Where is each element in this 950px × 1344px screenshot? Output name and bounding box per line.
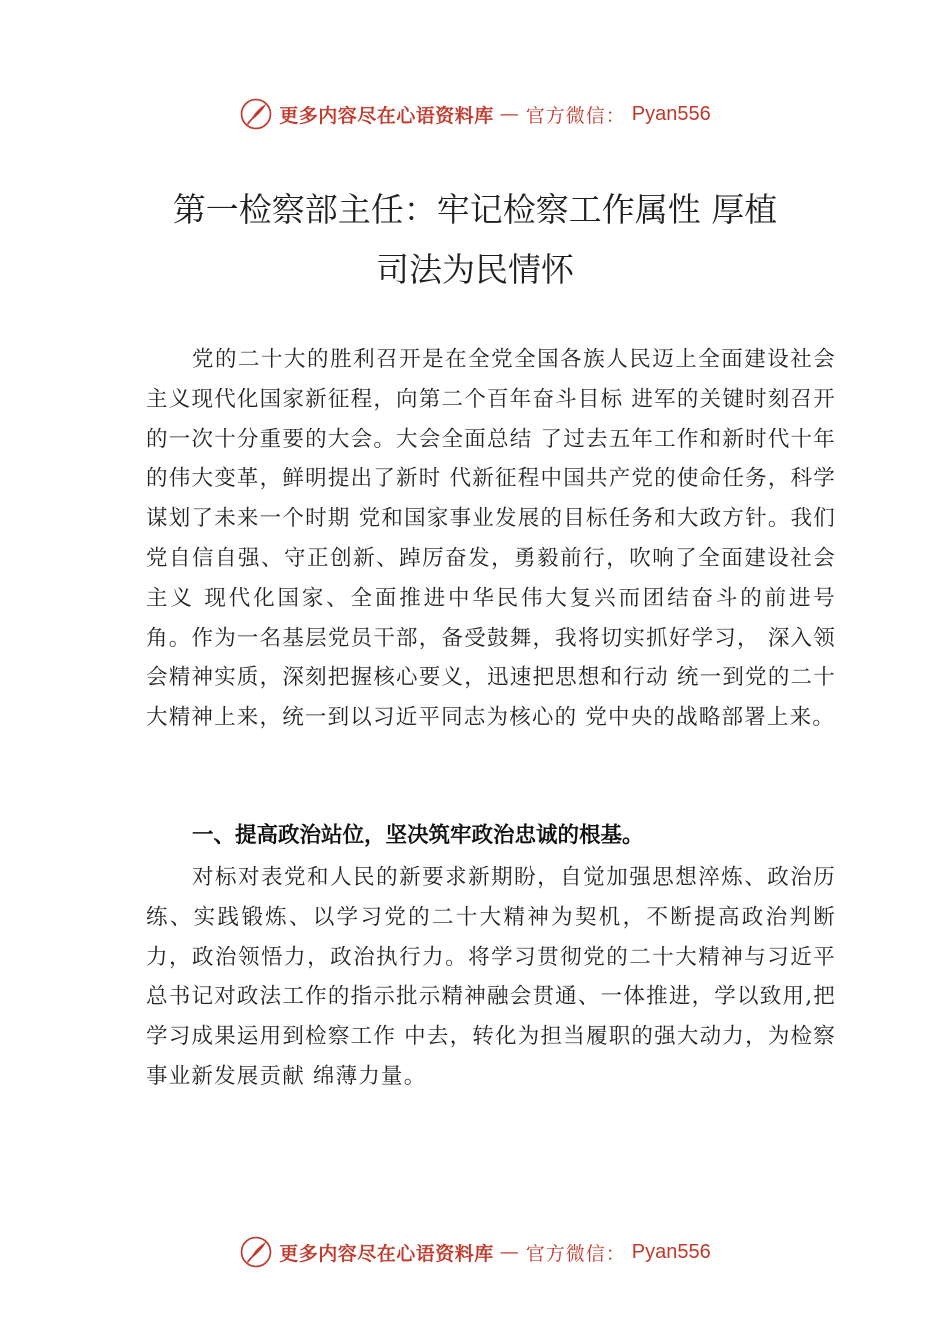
- document-title-line1: 第一检察部主任：牢记检察工作属性 厚植: [172, 190, 778, 229]
- section-heading-1: 一、提高政治站位，坚决筑牢政治忠诚的根基。: [192, 823, 644, 848]
- banner-wechat-label: 官方微信：: [525, 1242, 626, 1265]
- paragraph-block: [146, 858, 836, 1097]
- footer-banner: [0, 1232, 950, 1272]
- banner-wechat-handle: Pyan556: [631, 1240, 711, 1263]
- banner-wechat-label: 官方微信：: [525, 104, 626, 127]
- paragraph-block: [146, 340, 836, 738]
- banner-wechat-handle: Pyan556: [631, 102, 711, 125]
- section-heading-block: [146, 816, 836, 856]
- banner-separator: —: [499, 1241, 520, 1263]
- header-banner: [0, 94, 950, 134]
- body-paragraph-2: 对标对表党和人民的新要求新期盼，自觉加强思想淬炼、政治历练、实践锻炼、以学习党的二十大精神为契机，不断提高政治判断力，政治领悟力，政治执行力。将学习贯彻党的二十大精神与习近平总书记对政法工作的指示批示精神融会贯通、一体推进，学以致用,把学习成果运用到检察工作 中去，转化为担当履职的强大动力，为检察事业新发展贡献 绵薄力量。: [146, 865, 836, 1089]
- document-title-line2: 司法为民情怀: [376, 250, 574, 289]
- banner-separator: —: [499, 103, 520, 125]
- quill-logo-icon: [239, 97, 273, 131]
- banner-brand-text: 更多内容尽在心语资料库: [279, 1242, 494, 1265]
- body-paragraph-1: 党的二十大的胜利召开是在全党全国各族人民迈上全面建设社会主义现代化国家新征程，向第二个百年奋斗目标 进军的关键时刻召开的一次十分重要的大会。大会全面总结 了过去五年工作和新时代十年的伟大变革，鲜明提出了新时 代新征程中国共产党的使命任务，科学谋划了未来一个时期 党和国家事业发展的目标任务和大政方针。我们党自信自强、守正创新、踔厉奋发，勇毅前行，吹响了全面建设社会主义 现代化国家、全面推进中华民伟大复兴而团结奋斗的前进号 角。作为一名基层党员干部，备受鼓舞，我将切实抓好学习， 深入领会精神实质，深刻把握核心要义，迅速把思想和行动 统一到党的二十大精神上来，统一到以习近平同志为核心的 党中央的战略部署上来。: [146, 347, 836, 731]
- banner-brand-text: 更多内容尽在心语资料库: [279, 104, 494, 127]
- quill-logo-icon: [239, 1235, 273, 1269]
